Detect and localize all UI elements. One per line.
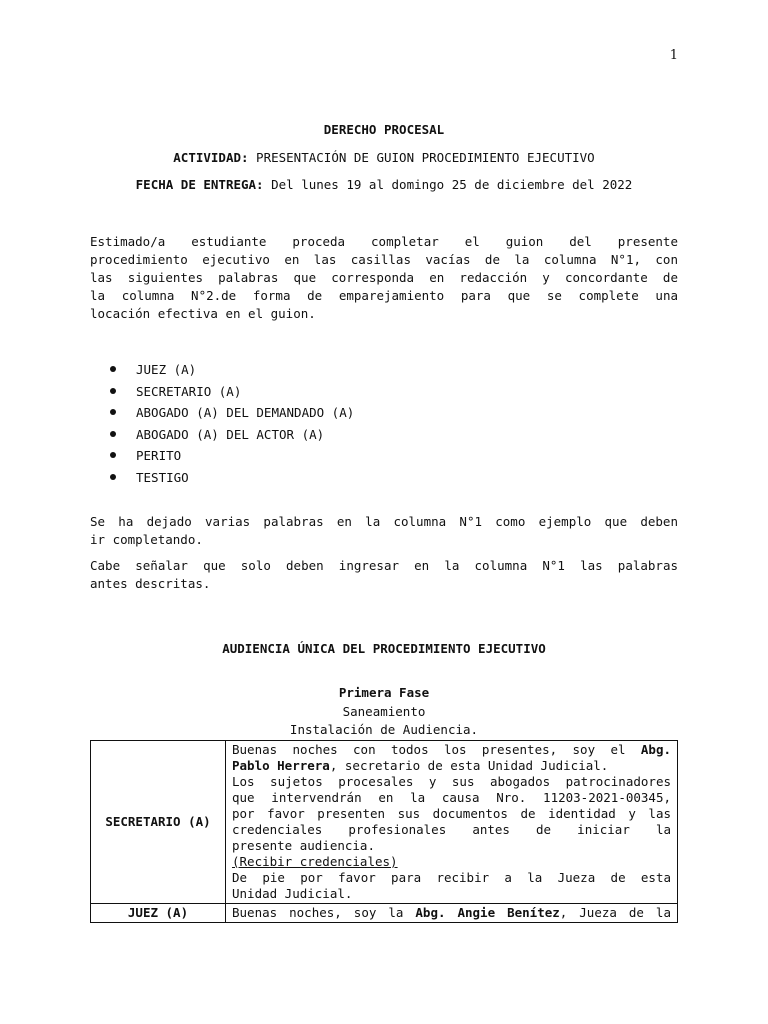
due-date-label: FECHA DE ENTREGA: [135, 177, 264, 192]
intro-line: Estimado/a estudiante proceda completar el guion del presente [90, 234, 678, 249]
dialogue-cell [226, 904, 678, 923]
table-row [91, 904, 678, 923]
intro-line: la columna N°2.de forma de emparejamiento para que se complete una [90, 288, 678, 303]
list-item [110, 381, 354, 403]
activity-value: PRESENTACIÓN DE GUION PROCEDIMIENTO EJECUTIVO [248, 150, 595, 165]
dialogue-cell [226, 741, 678, 904]
dialogue-bold: Pablo Herrera [232, 758, 330, 773]
dialogue-line [232, 758, 671, 774]
phase-title: Primera Fase [338, 685, 430, 700]
intro-paragraph [90, 233, 678, 323]
list-item [110, 402, 354, 424]
note-line: Se ha dejado varias palabras en la columna N°1 como ejemplo que deben [90, 514, 678, 529]
bullet-icon [110, 474, 116, 480]
intro-line: locación efectiva en el guion. [90, 306, 316, 321]
list-item [110, 359, 354, 381]
note-paragraph-2 [90, 557, 678, 593]
role-list [110, 359, 354, 488]
dialogue-line: credenciales profesionales antes de iniciar la [232, 822, 671, 837]
dialogue-line: Los sujetos procesales y sus abogados patrocinadores [232, 774, 671, 789]
role-label: TESTIGO [136, 469, 189, 485]
dialogue-bold: Abg. Angie Benítez [415, 905, 560, 920]
dialogue-line [232, 742, 671, 758]
note-line: Cabe señalar que solo deben ingresar en la columna N°1 las palabras [90, 558, 678, 573]
role-label: JUEZ (A) [136, 362, 197, 377]
intro-line: procedimiento ejecutivo en las casillas vacías de la columna N°1, con [90, 252, 678, 267]
role-cell: SECRETARIO (A) [91, 741, 226, 904]
dialogue-line: Unidad Judicial. [232, 886, 353, 901]
due-date-value: Del lunes 19 al domingo 25 de diciembre del 2022 [263, 177, 633, 192]
dialogue-line: por favor presenten sus documentos de identidad y las [232, 806, 671, 821]
dialogue-line: (Recibir credenciales) [232, 854, 398, 869]
intro-line: las siguientes palabras que corresponda en redacción y concordante de [90, 270, 678, 285]
bullet-icon [110, 452, 116, 458]
list-item [110, 445, 354, 467]
due-date-line [0, 176, 768, 194]
page-number: 1 [669, 48, 678, 63]
dialogue-line: presente audiencia. [232, 838, 375, 853]
dialogue-line [232, 905, 671, 921]
dialogue-text: , secretario de esta Unidad Judicial. [329, 758, 609, 773]
role-label: PERITO [136, 448, 182, 463]
activity-line [0, 149, 768, 167]
hearing-script-table [90, 740, 678, 923]
bullet-icon [110, 388, 116, 394]
note-line: antes descritas. [90, 576, 211, 591]
note-line: ir completando. [90, 532, 203, 547]
bullet-icon [110, 431, 116, 437]
step-title: Instalación de Audiencia. [289, 722, 479, 737]
dialogue-text: Buenas noches con todos los presentes, soy el [232, 742, 641, 757]
role-label: SECRETARIO (A) [136, 383, 242, 399]
dialogue-line: que intervendrán en la causa Nro. 11203-2021-00345, [232, 790, 671, 805]
list-item [110, 467, 354, 489]
list-item [110, 424, 354, 446]
bullet-icon [110, 366, 116, 372]
role-label: ABOGADO (A) DEL ACTOR (A) [136, 426, 325, 442]
document-title: DERECHO PROCESAL [323, 122, 445, 137]
table-row [91, 741, 678, 904]
role-label: ABOGADO (A) DEL DEMANDADO (A) [136, 405, 355, 420]
dialogue-line: De pie por favor para recibir a la Jueza de esta [232, 870, 671, 885]
role-cell: JUEZ (A) [91, 904, 226, 923]
dialogue-text: Buenas noches, soy la [232, 905, 416, 920]
note-paragraph-1 [90, 513, 678, 549]
dialogue-text: , Jueza de la [559, 905, 671, 920]
section-title: AUDIENCIA ÚNICA DEL PROCEDIMIENTO EJECUTIVO [222, 641, 546, 656]
dialogue-bold: Abg. [640, 742, 671, 757]
activity-label: ACTIVIDAD: [173, 150, 249, 165]
subphase-title: Saneamiento [342, 704, 426, 719]
bullet-icon [110, 409, 116, 415]
